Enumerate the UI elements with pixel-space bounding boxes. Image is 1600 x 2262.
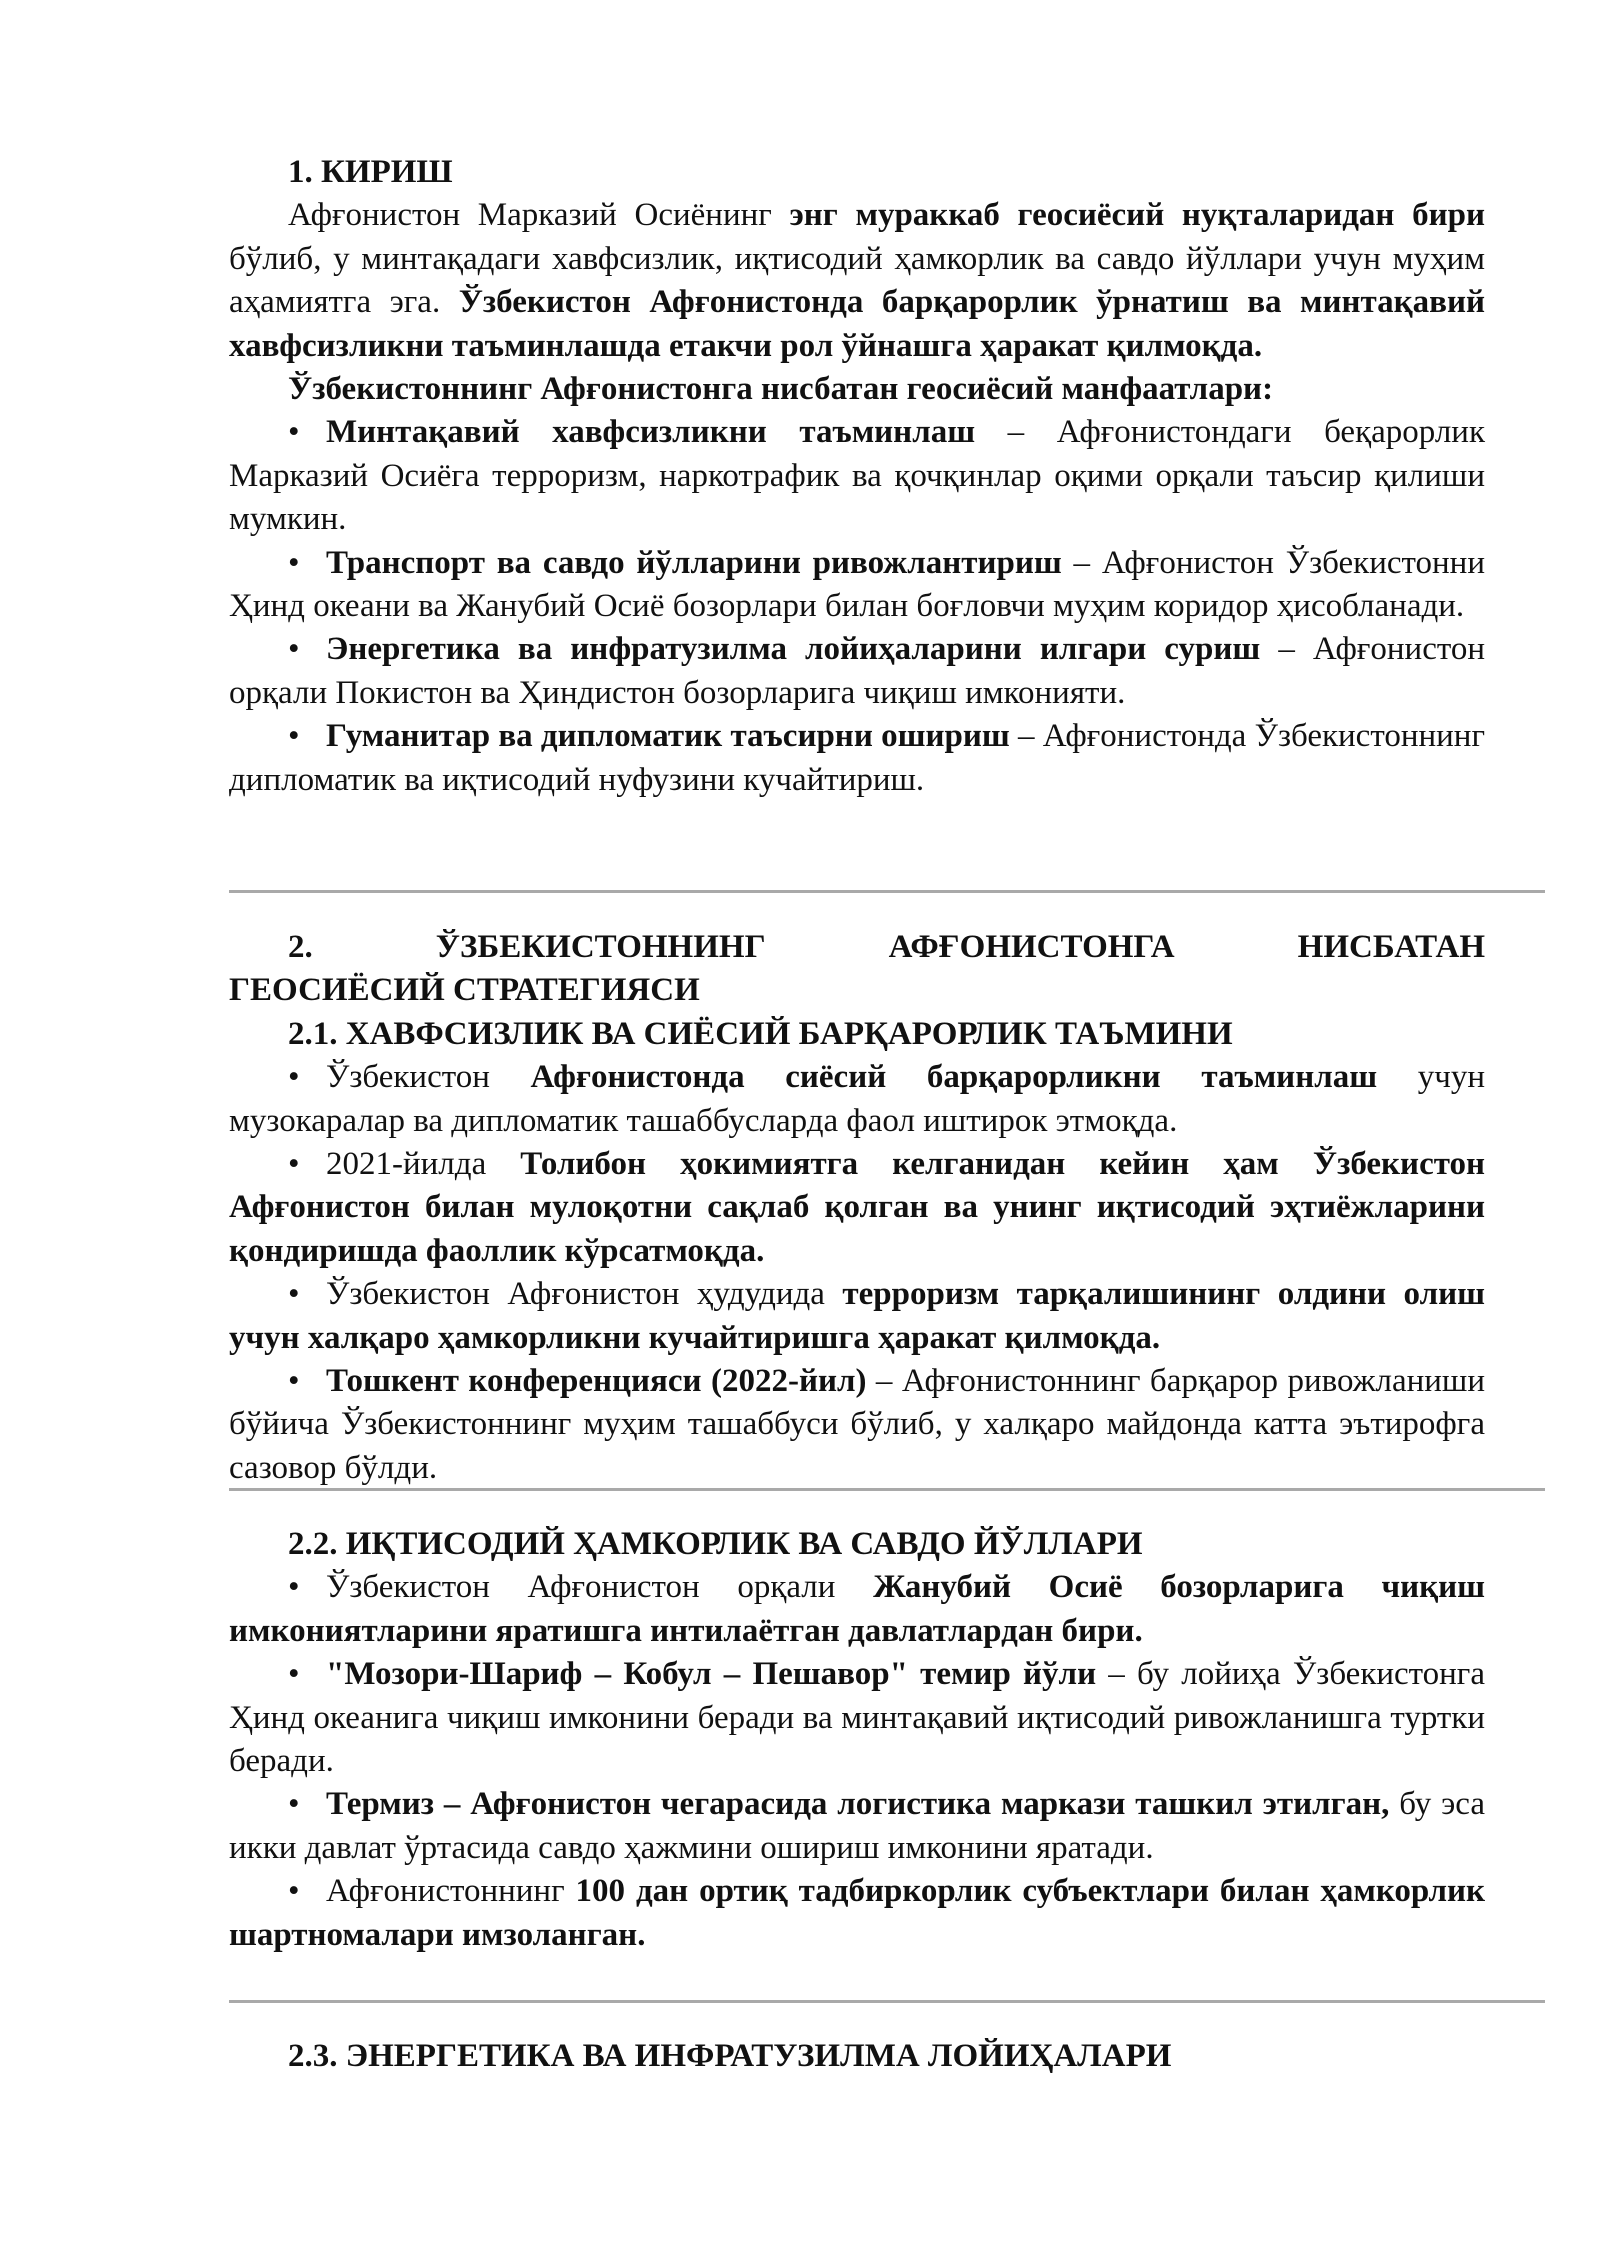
text-run: Ўзбекистон Афғонистон орқали bbox=[326, 1569, 874, 1606]
bold-text-run: Тошкент конференцияси (2022-йил) bbox=[326, 1363, 867, 1400]
bullet-icon: • bbox=[288, 544, 300, 581]
section-2 bbox=[229, 926, 1485, 1490]
bold-text-run: Жанубий Осиё бозорларига чиқиш имкониятларини яратишга интилаётган давлатлардан бири. bbox=[229, 1569, 1485, 1649]
bold-text-run: Афғонистонда сиёсий барқарорликни таъминлаш bbox=[530, 1059, 1378, 1096]
bold-text-run: терроризм тарқалишининг олдини олиш учун халқаро ҳамкорликни кучайтиришга ҳаракат қилмоқда. bbox=[229, 1276, 1485, 1356]
list-item bbox=[229, 628, 1485, 715]
bullet-icon: • bbox=[288, 1059, 300, 1096]
bold-text-run: Энергетика ва инфратузилма лойиҳаларини илгари суриш bbox=[326, 631, 1261, 668]
bold-text-run: 100 дан ортиқ тадбиркорлик субъектлари билан ҳамкорлик шартномалари имзоланган. bbox=[229, 1873, 1486, 1953]
bold-text-run: Ўзбекистон Афғонистонда барқарорлик ўрнатиш ва минтақавий хавфсизликни таъминлашда етакчи рол ўйнашга ҳаракат қилмоқда. bbox=[229, 284, 1485, 364]
text-run: Ўзбекистон bbox=[326, 1059, 531, 1096]
text-run: 2021-йилда bbox=[326, 1146, 521, 1183]
section-2-heading-line1: 2. ЎЗБЕКИСТОННИНГ АФҒОНИСТОНГА НИСБАТАН bbox=[288, 929, 1485, 965]
section-1-heading: 1. КИРИШ bbox=[288, 154, 453, 190]
subsection-2-1-heading: 2.1. ХАВФСИЗЛИК ВА СИЁСИЙ БАРҚАРОРЛИК ТАЪМИНИ bbox=[288, 1015, 1233, 1052]
text-run: учун музокаралар ва дипломатик ташаббусларда фаол иштирок этмоқда. bbox=[229, 1059, 1486, 1139]
list-item bbox=[229, 542, 1485, 629]
list-item bbox=[229, 1783, 1485, 1870]
text-run: бу эса икки давлат ўртасида савдо ҳажмини ошириш имконини яратади. bbox=[229, 1786, 1485, 1866]
list-item bbox=[229, 715, 1485, 802]
bold-text-run: энг мураккаб геосиёсий нуқталаридан бири bbox=[789, 197, 1485, 234]
text-run: – Афғонистон Ўзбекистонни Ҳинд океани ва Жанубий Осиё бозорлари билан боғловчи муҳим коридор ҳисобланади. bbox=[229, 544, 1485, 625]
bullet-icon: • bbox=[288, 1569, 300, 1606]
section-2-heading-line2: ГЕОСИЁСИЙ СТРАТЕГИЯСИ bbox=[229, 972, 700, 1009]
section-1-subheading: Ўзбекистоннинг Афғонистонга нисбатан геосиёсий манфаатлари: bbox=[288, 371, 1274, 408]
bullet-icon: • bbox=[288, 414, 300, 451]
list-item bbox=[229, 1360, 1485, 1490]
text-run: – бу лойиҳа Ўзбекистонга Ҳинд океанига чиқиш имконини беради ва минтақавий иқтисодий ривожланишга туртки беради. bbox=[229, 1656, 1485, 1780]
list-item bbox=[229, 1273, 1485, 1360]
section-1 bbox=[229, 151, 1485, 802]
bold-text-run: Гуманитар ва дипломатик таъсирни ошириш bbox=[326, 718, 1010, 755]
bullet-icon: • bbox=[288, 718, 300, 755]
subsection-2-2-bullet-list bbox=[229, 1566, 1485, 1957]
bullet-icon: • bbox=[288, 1873, 300, 1910]
text-run: – Афғонистоннинг барқарор ривожланиши бўйича Ўзбекистоннинг муҳим ташаббуси бўлиб, у халқаро майдонда катта эътирофга сазовор бўлди. bbox=[229, 1363, 1485, 1486]
subsection-2-2 bbox=[229, 1523, 1485, 1957]
section-divider bbox=[229, 1488, 1545, 1491]
list-item bbox=[229, 411, 1485, 541]
list-item bbox=[229, 1143, 1485, 1273]
bullet-icon: • bbox=[288, 1276, 300, 1313]
subsection-2-3-heading: 2.3. ЭНЕРГЕТИКА ВА ИНФРАТУЗИЛМА ЛОЙИҲАЛАРИ bbox=[288, 2038, 1172, 2074]
bullet-icon: • bbox=[288, 1363, 300, 1400]
bullet-icon: • bbox=[288, 1786, 300, 1823]
bold-text-run: Толибон ҳокимиятга келганидан кейин ҳам Ўзбекистон Афғонистон билан мулоқотни сақлаб қолган ва унинг иқтисодий эҳтиёжларини қондиришда фаоллик кўрсатмоқда. bbox=[229, 1146, 1486, 1269]
text-run: Афғонистон Марказий Осиёнинг bbox=[288, 197, 790, 234]
subsection-2-1-bullet-list bbox=[229, 1056, 1485, 1490]
subsection-2-2-heading: 2.2. ИҚТИСОДИЙ ҲАМКОРЛИК ВА САВДО ЙЎЛЛАРИ bbox=[288, 1526, 1143, 1562]
list-item bbox=[229, 1870, 1485, 1957]
bold-text-run: Минтақавий хавфсизликни таъминлаш bbox=[326, 414, 976, 451]
bullet-icon: • bbox=[288, 1146, 300, 1183]
bullet-icon: • bbox=[288, 1656, 300, 1693]
bold-text-run: Транспорт ва савдо йўлларини ривожлантириш bbox=[326, 544, 1062, 581]
text-run: бўлиб, у минтақадаги хавфсизлик, иқтисодий ҳамкорлик ва савдо йўллари учун муҳим аҳамиятга эга. bbox=[229, 240, 1485, 321]
bold-text-run: Термиз – Афғонистон чегарасида логистика маркази ташкил этилган, bbox=[326, 1786, 1390, 1823]
text-run: – Афғонистондаги беқарорлик Марказий Осиёга терроризм, наркотрафик ва қочқинлар оқими орқали таъсир қилиши мумкин. bbox=[229, 414, 1485, 538]
section-1-bullet-list bbox=[229, 411, 1485, 802]
bullet-icon: • bbox=[288, 631, 300, 668]
text-run: Афғонистоннинг bbox=[326, 1873, 576, 1910]
text-run: – Афғонистон орқали Покистон ва Ҳиндистон бозорларига чиқиш имконияти. bbox=[229, 631, 1485, 711]
section-divider bbox=[229, 890, 1545, 893]
section-divider bbox=[229, 2000, 1545, 2003]
subsection-2-3 bbox=[229, 2035, 1485, 2078]
text-run: – Афғонистонда Ўзбекистоннинг дипломатик ва иқтисодий нуфузини кучайтириш. bbox=[229, 718, 1485, 798]
section-1-intro bbox=[229, 194, 1485, 368]
bold-text-run: "Мозори-Шариф – Кобул – Пешавор" темир йўли bbox=[326, 1656, 1097, 1693]
list-item bbox=[229, 1566, 1485, 1653]
text-run: Ўзбекистон Афғонистон ҳудудида bbox=[326, 1276, 843, 1313]
list-item bbox=[229, 1653, 1485, 1783]
list-item bbox=[229, 1056, 1485, 1143]
